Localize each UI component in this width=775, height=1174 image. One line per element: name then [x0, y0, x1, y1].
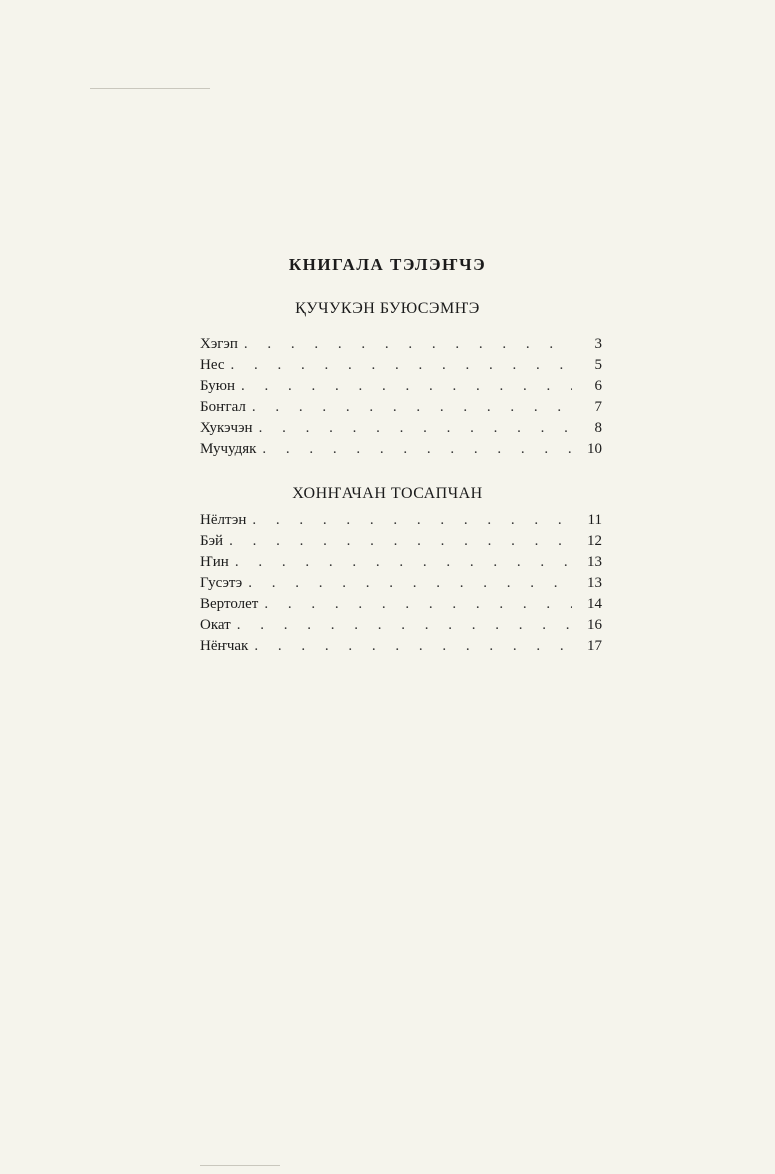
toc-entry — [200, 596, 602, 617]
toc-entry — [200, 575, 602, 596]
entry-page-number: 10 — [587, 441, 602, 457]
dot-leader — [264, 596, 572, 613]
dot-leader — [241, 378, 572, 395]
entry-page-number: 8 — [594, 420, 602, 436]
entry-page-number: 3 — [594, 336, 602, 352]
dot-leader — [244, 336, 572, 353]
entry-page-number: 7 — [594, 399, 602, 415]
entry-page-number: 16 — [587, 617, 602, 633]
entry-page-number: 13 — [587, 575, 602, 591]
entry-title: Буюн — [200, 378, 235, 394]
entry-page-number: 14 — [587, 596, 602, 612]
dot-leader — [229, 533, 572, 550]
entry-title: Хэгэп — [200, 336, 238, 352]
dot-leader — [231, 357, 572, 374]
dot-leader — [262, 441, 572, 458]
entry-page-number: 13 — [587, 554, 602, 570]
entry-page-number: 17 — [587, 638, 602, 654]
section-heading: ҚУЧУКЭН БУЮСЭМҤЭ — [295, 300, 480, 317]
toc-entry — [200, 533, 602, 554]
toc-list — [200, 512, 602, 659]
dot-leader — [252, 512, 572, 529]
dot-leader — [235, 554, 572, 571]
entry-title: Гусэтэ — [200, 575, 243, 591]
contents-title: КНИГАЛА ТЭЛЭҤЧЭ — [288, 255, 487, 274]
toc-entry — [200, 617, 602, 638]
entry-page-number: 6 — [594, 378, 602, 394]
entry-page-number: 12 — [587, 533, 602, 549]
section-heading: ХОНҤАЧАН ТОСАПЧАН — [292, 485, 483, 502]
dot-leader — [248, 575, 572, 592]
dot-leader — [252, 399, 572, 416]
toc-entry — [200, 638, 602, 659]
dot-leader — [237, 617, 572, 634]
toc-list — [200, 336, 602, 462]
print-speck — [200, 1165, 280, 1166]
entry-title: Окат — [200, 617, 231, 633]
entry-title: Нес — [200, 357, 225, 373]
toc-entry — [200, 554, 602, 575]
dot-leader — [259, 420, 572, 437]
print-speck — [90, 88, 210, 89]
entry-title: Хукэчэн — [200, 420, 253, 436]
toc-entry — [200, 441, 602, 462]
entry-title: Бэй — [200, 533, 224, 549]
entry-page-number: 11 — [587, 512, 602, 528]
entry-title: Боҥгал — [200, 399, 246, 415]
entry-title: Нёҥчак — [200, 638, 249, 654]
entry-title: Вертолет — [200, 596, 259, 612]
toc-entry — [200, 336, 602, 357]
toc-entry — [200, 357, 602, 378]
toc-entry — [200, 399, 602, 420]
entry-title: Нёлтэн — [200, 512, 247, 528]
entry-title: Ҥин — [200, 554, 229, 570]
toc-entry — [200, 512, 602, 533]
entry-page-number: 5 — [594, 357, 602, 373]
toc-entry — [200, 378, 602, 399]
entry-title: Мучудяк — [200, 441, 257, 457]
toc-entry — [200, 420, 602, 441]
dot-leader — [254, 638, 572, 655]
